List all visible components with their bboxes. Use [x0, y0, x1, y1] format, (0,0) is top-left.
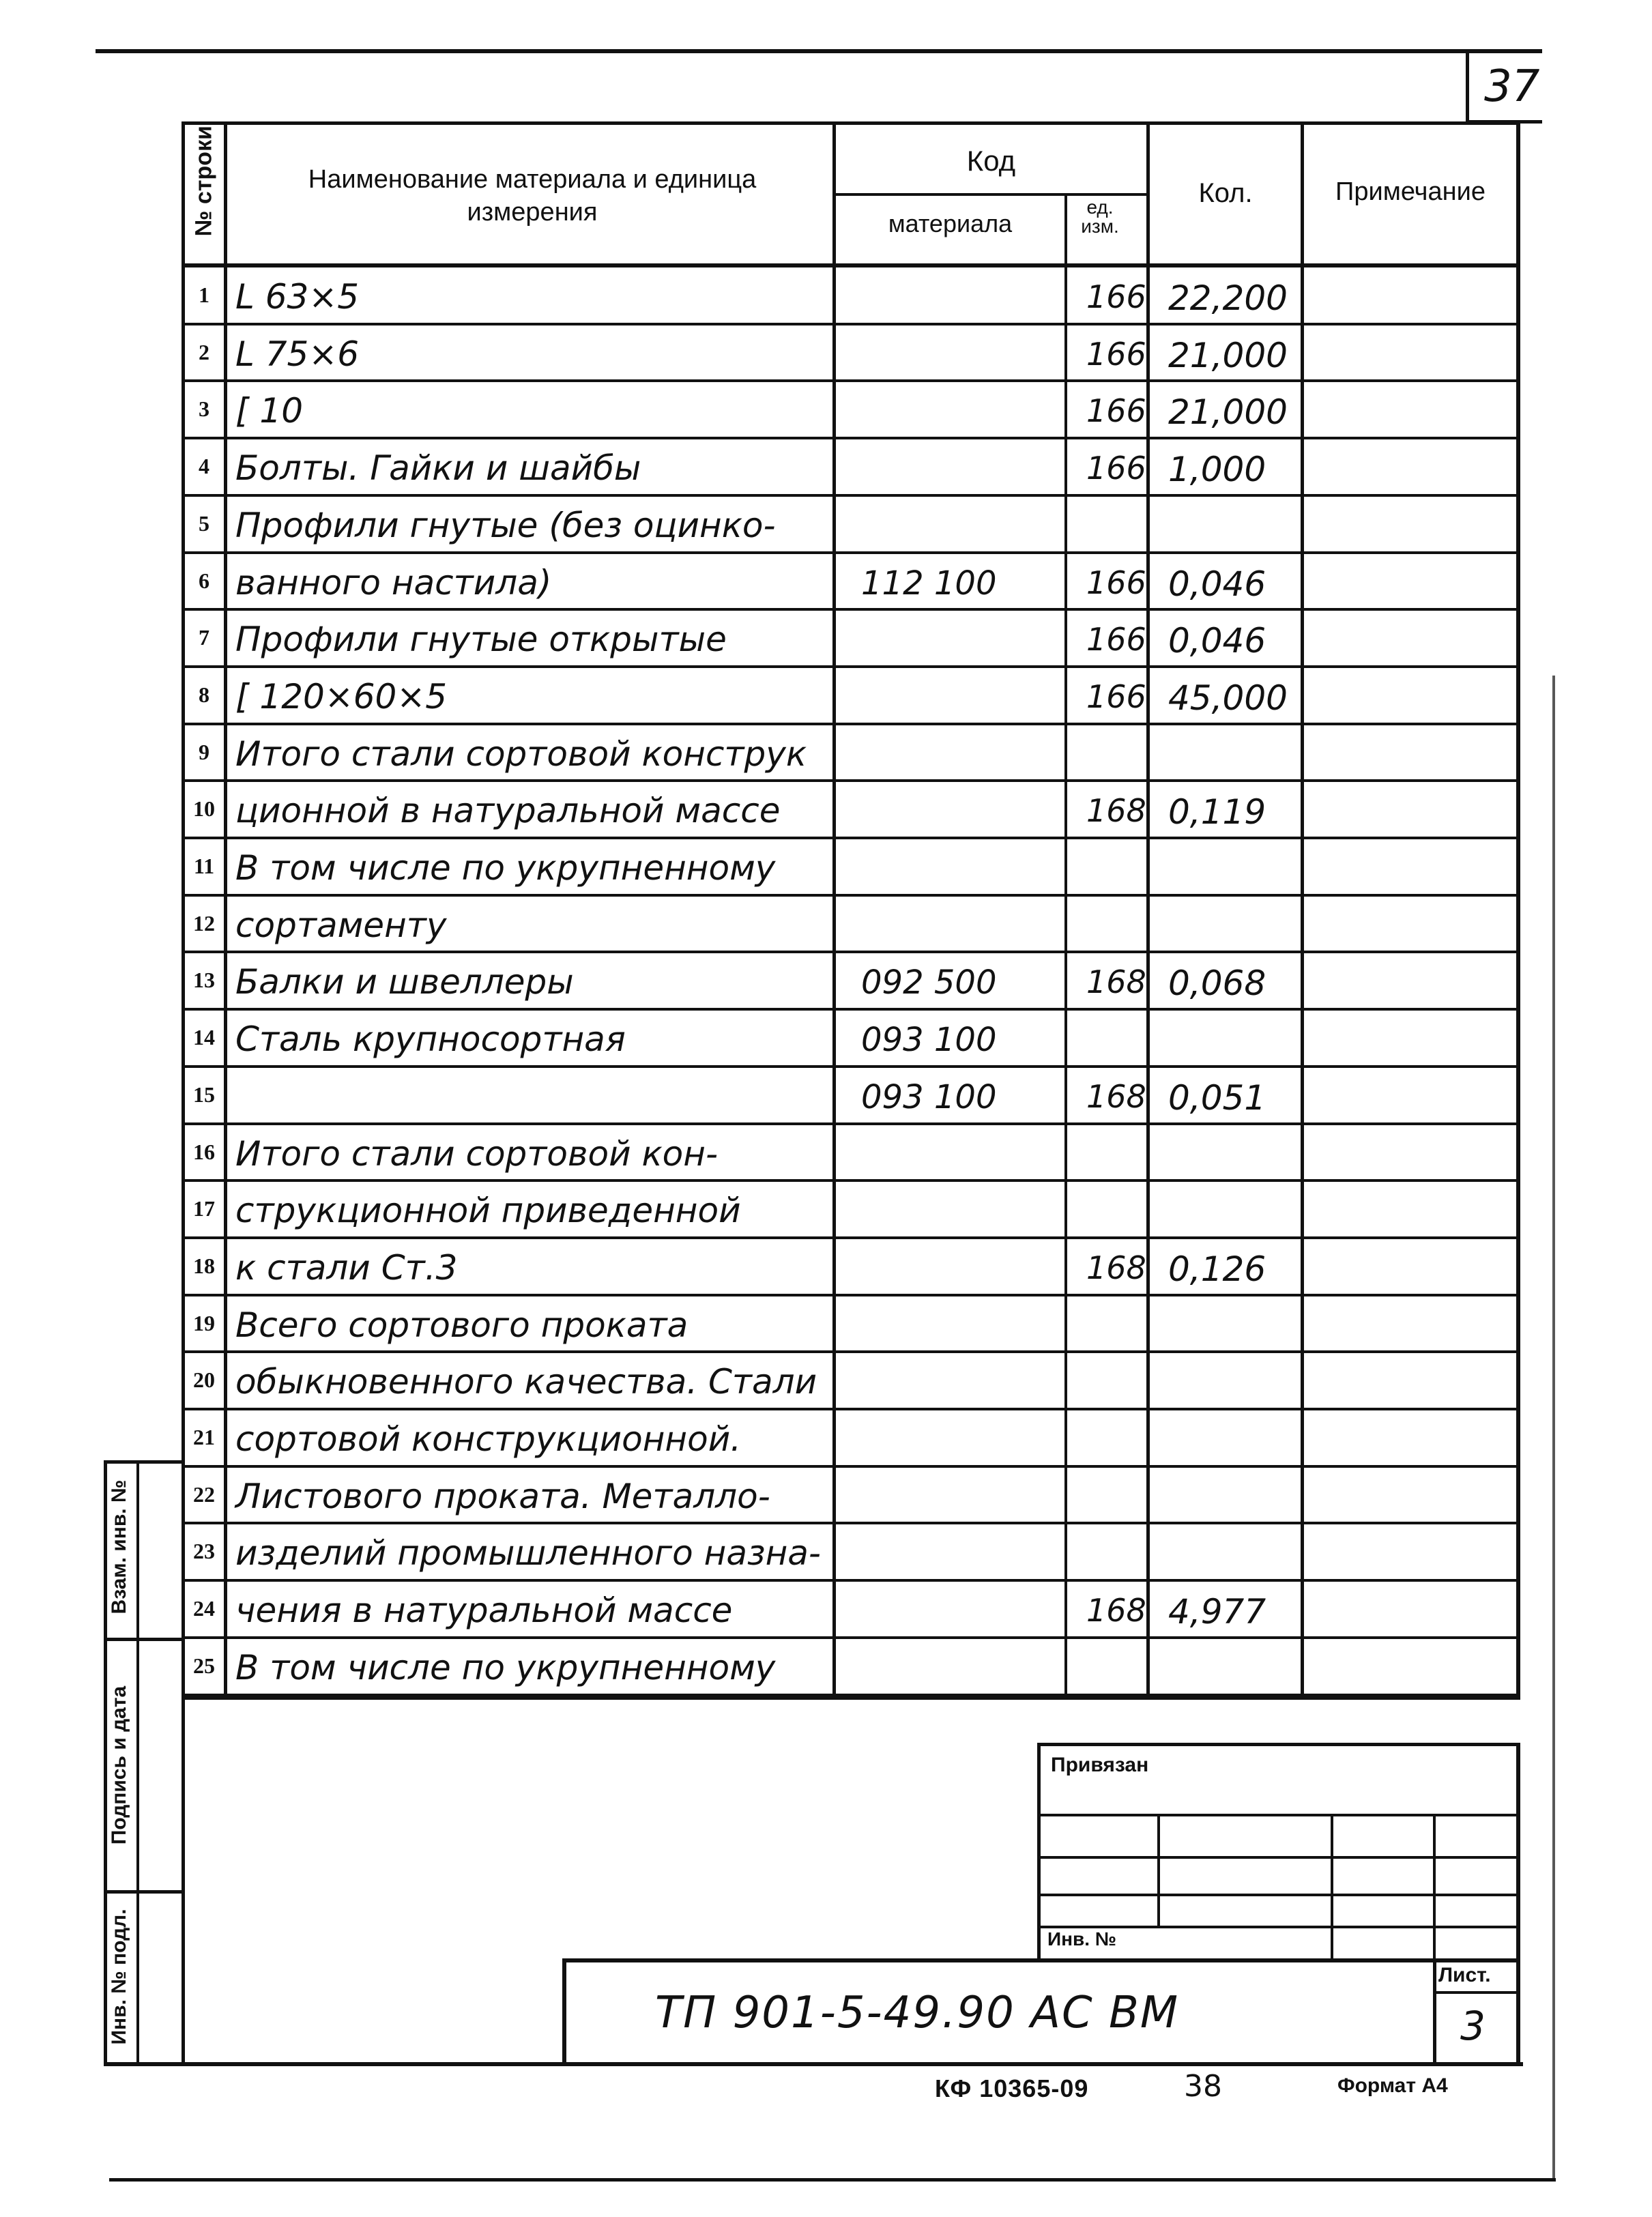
- row-number: 20: [193, 1367, 215, 1392]
- table-row-line: [183, 1465, 1520, 1468]
- doc-code: ТП 901-5-49.90 АС ВМ: [655, 1988, 1180, 2038]
- row-material-name: Болты. Гайки и шайбы: [235, 448, 641, 488]
- page-bottom-line: [104, 2062, 1523, 2066]
- table-row-line: [183, 1179, 1520, 1182]
- sheet-box-left: [1433, 1958, 1436, 2066]
- row-material-code: 093 100: [861, 1078, 997, 1116]
- sign-date-label: Подпись и дата: [108, 1685, 130, 1845]
- table-row-line: [183, 1122, 1520, 1125]
- footer-kf-num: 38: [1184, 2069, 1222, 2104]
- name-header: Наименование материала и единица измерения: [308, 165, 757, 227]
- sheet-box-div: [1434, 1991, 1520, 1994]
- table-row-line: [183, 894, 1520, 897]
- row-quantity: 0,068: [1168, 963, 1266, 1003]
- row-number: 21: [193, 1425, 215, 1449]
- row-quantity: 45,000: [1168, 678, 1288, 718]
- table-row-line: [183, 323, 1520, 325]
- sheet-label: Лист.: [1438, 1964, 1491, 1986]
- row-material-name: Итого стали сортовой кон-: [235, 1134, 718, 1174]
- row-unit-code: 166: [1086, 450, 1146, 487]
- table-row-line: [183, 1236, 1520, 1239]
- table-top-border: [183, 121, 1520, 125]
- row-quantity: 0,126: [1168, 1249, 1266, 1289]
- row-material-code: 093 100: [861, 1021, 997, 1059]
- row-number: 6: [199, 568, 209, 593]
- row-number: 18: [193, 1254, 215, 1278]
- code-header: Код: [966, 145, 1016, 177]
- row-material-name: струкционной приведенной: [235, 1191, 741, 1230]
- title-grid-h2: [1039, 1856, 1520, 1859]
- table-row-line: [183, 951, 1520, 953]
- row-unit-code: 168: [1086, 1078, 1146, 1115]
- row-number: 8: [199, 682, 209, 707]
- row-material-name: сортовой конструкционной.: [235, 1419, 742, 1459]
- row-unit-code: 166: [1086, 392, 1146, 429]
- row-quantity: 0,051: [1168, 1078, 1266, 1118]
- side-stamp-left: [104, 1460, 107, 2066]
- table-row-line: [183, 1522, 1520, 1524]
- table-row-line: [183, 1636, 1520, 1639]
- title-grid-h1: [1039, 1814, 1520, 1816]
- table-row-line: [183, 1694, 1520, 1696]
- code-material-header: материала: [888, 209, 1013, 237]
- row-unit-code: 166: [1086, 564, 1146, 601]
- row-material-name: Балки и швеллеры: [235, 962, 574, 1002]
- row-material-name: ванного настила): [235, 563, 552, 603]
- table-header-bottom: [183, 263, 1520, 267]
- row-material-name: В том числе по укрупненному: [235, 1648, 776, 1687]
- table-row-line: [183, 837, 1520, 839]
- title-grid-v1: [1157, 1814, 1160, 1928]
- row-number: 4: [199, 454, 209, 478]
- row-material-code: 112 100: [861, 564, 997, 603]
- row-number: 14: [193, 1025, 215, 1049]
- row-material-name: чения в натуральной массе: [235, 1591, 733, 1630]
- row-number: 5: [199, 511, 209, 536]
- row-material-name: к стали Ст.3: [235, 1248, 458, 1288]
- row-material-name: сортаменту: [235, 905, 447, 945]
- row-number: 17: [193, 1196, 215, 1221]
- table-row-line: [183, 379, 1520, 382]
- table-row-line: [183, 1294, 1520, 1296]
- row-unit-code: 166: [1086, 678, 1146, 715]
- col-line-code: [1064, 194, 1067, 1699]
- table-row-line: [183, 1579, 1520, 1582]
- row-material-name: обыкновенного качества. Стали: [235, 1362, 817, 1402]
- side-stamp-mid: [136, 1460, 139, 2066]
- row-material-name: Профили гнутые открытые: [235, 620, 727, 659]
- row-number: 3: [199, 396, 209, 421]
- doc-code-box-left: [562, 1958, 566, 2066]
- table-row-line: [183, 723, 1520, 725]
- row-number: 25: [193, 1653, 215, 1678]
- row-quantity: 4,977: [1168, 1592, 1266, 1632]
- row-quantity: 22,200: [1168, 278, 1288, 318]
- title-block-left: [1037, 1743, 1041, 1961]
- col-line-right: [1516, 121, 1520, 1699]
- row-number: 13: [193, 968, 215, 992]
- row-number-header: № строки: [190, 126, 217, 237]
- row-material-name: В том числе по укрупненному: [235, 848, 776, 888]
- row-unit-code: 166: [1086, 336, 1146, 373]
- row-quantity: 0,046: [1168, 564, 1266, 604]
- privyazan-label: Привязан: [1051, 1754, 1149, 1776]
- row-material-name: L 75×6: [235, 334, 360, 374]
- row-unit-code: 168: [1086, 963, 1146, 1000]
- row-number: 9: [199, 740, 209, 764]
- row-material-name: Всего сортового проката: [235, 1305, 689, 1345]
- col-line-qty: [1301, 121, 1304, 1699]
- code-subheader-line: [834, 193, 1148, 196]
- row-quantity: 0,119: [1168, 792, 1266, 832]
- row-unit-code: 168: [1086, 1249, 1146, 1286]
- row-unit-code: 166: [1086, 621, 1146, 658]
- title-grid-h3: [1039, 1894, 1520, 1896]
- row-number: 24: [193, 1596, 215, 1621]
- table-row-line: [183, 494, 1520, 497]
- row-number: 7: [199, 625, 209, 650]
- doc-code-box-top: [564, 1958, 1520, 1962]
- table-row-line: [183, 608, 1520, 611]
- row-number: 12: [193, 911, 215, 936]
- title-grid-v3: [1433, 1814, 1436, 1961]
- row-quantity: 21,000: [1168, 392, 1288, 432]
- row-material-name: [ 120×60×5: [235, 677, 448, 716]
- row-quantity: 21,000: [1168, 336, 1288, 375]
- col-line-name: [832, 121, 836, 1699]
- row-material-name: Итого стали сортовой конструк: [235, 734, 807, 774]
- row-number: 23: [193, 1539, 215, 1563]
- table-row-line: [183, 665, 1520, 668]
- title-block-top: [1039, 1743, 1520, 1746]
- inv-no-label: Инв. №: [1047, 1928, 1117, 1950]
- row-material-name: Листового проката. Металло-: [235, 1477, 770, 1516]
- row-number: 2: [199, 340, 209, 364]
- sheet-value: 3: [1460, 2003, 1486, 2049]
- qty-header: Кол.: [1198, 178, 1253, 208]
- table-row-line: [183, 437, 1520, 439]
- table-row-line: [183, 1008, 1520, 1011]
- table-row-line: [183, 1065, 1520, 1068]
- table-row-line: [183, 779, 1520, 782]
- row-material-name: изделий промышленного назна-: [235, 1533, 821, 1573]
- side-stamp-div1: [104, 1638, 183, 1641]
- row-number: 22: [193, 1482, 215, 1507]
- row-number: 10: [193, 796, 215, 821]
- table-row-line: [183, 1350, 1520, 1353]
- col-line-unit: [1146, 121, 1150, 1699]
- row-material-name: [ 10: [235, 391, 304, 431]
- vzam-inv-label: Взам. инв. №: [108, 1479, 130, 1614]
- page-right-edge: [1552, 676, 1555, 2180]
- footer-kf: КФ 10365-09: [935, 2074, 1089, 2102]
- row-unit-code: 168: [1086, 792, 1146, 829]
- row-number: 19: [193, 1311, 215, 1335]
- page-footer-line: [109, 2178, 1556, 2182]
- title-grid-v2: [1331, 1814, 1333, 1961]
- top-border-line: [96, 49, 1542, 53]
- row-unit-code: 166: [1086, 278, 1146, 315]
- row-number: 11: [193, 854, 215, 878]
- note-header: Примечание: [1335, 177, 1486, 206]
- row-material-name: Сталь крупносортная: [235, 1019, 626, 1059]
- title-block-right: [1516, 1743, 1520, 2066]
- table-row-line: [183, 551, 1520, 554]
- row-material-name: Профили гнутые (без оцинко-: [235, 506, 776, 545]
- footer-format: Формат А4: [1337, 2074, 1448, 2097]
- table-row-line: [183, 1408, 1520, 1410]
- row-quantity: 1,000: [1168, 450, 1266, 489]
- row-number: 16: [193, 1140, 215, 1164]
- code-unit-header: ед. изм.: [1081, 197, 1119, 237]
- row-unit-code: 168: [1086, 1592, 1146, 1629]
- row-number: 15: [193, 1082, 215, 1107]
- page-number: 37: [1484, 61, 1540, 112]
- row-number: 1: [199, 282, 209, 307]
- row-material-name: L 63×5: [235, 277, 360, 317]
- page-number-box-left: [1466, 49, 1469, 124]
- row-material-name: ционной в натуральной массе: [235, 791, 781, 830]
- row-material-code: 092 500: [861, 963, 997, 1002]
- row-quantity: 0,046: [1168, 621, 1266, 661]
- inv-orig-label: Инв. № подл.: [108, 1909, 130, 2045]
